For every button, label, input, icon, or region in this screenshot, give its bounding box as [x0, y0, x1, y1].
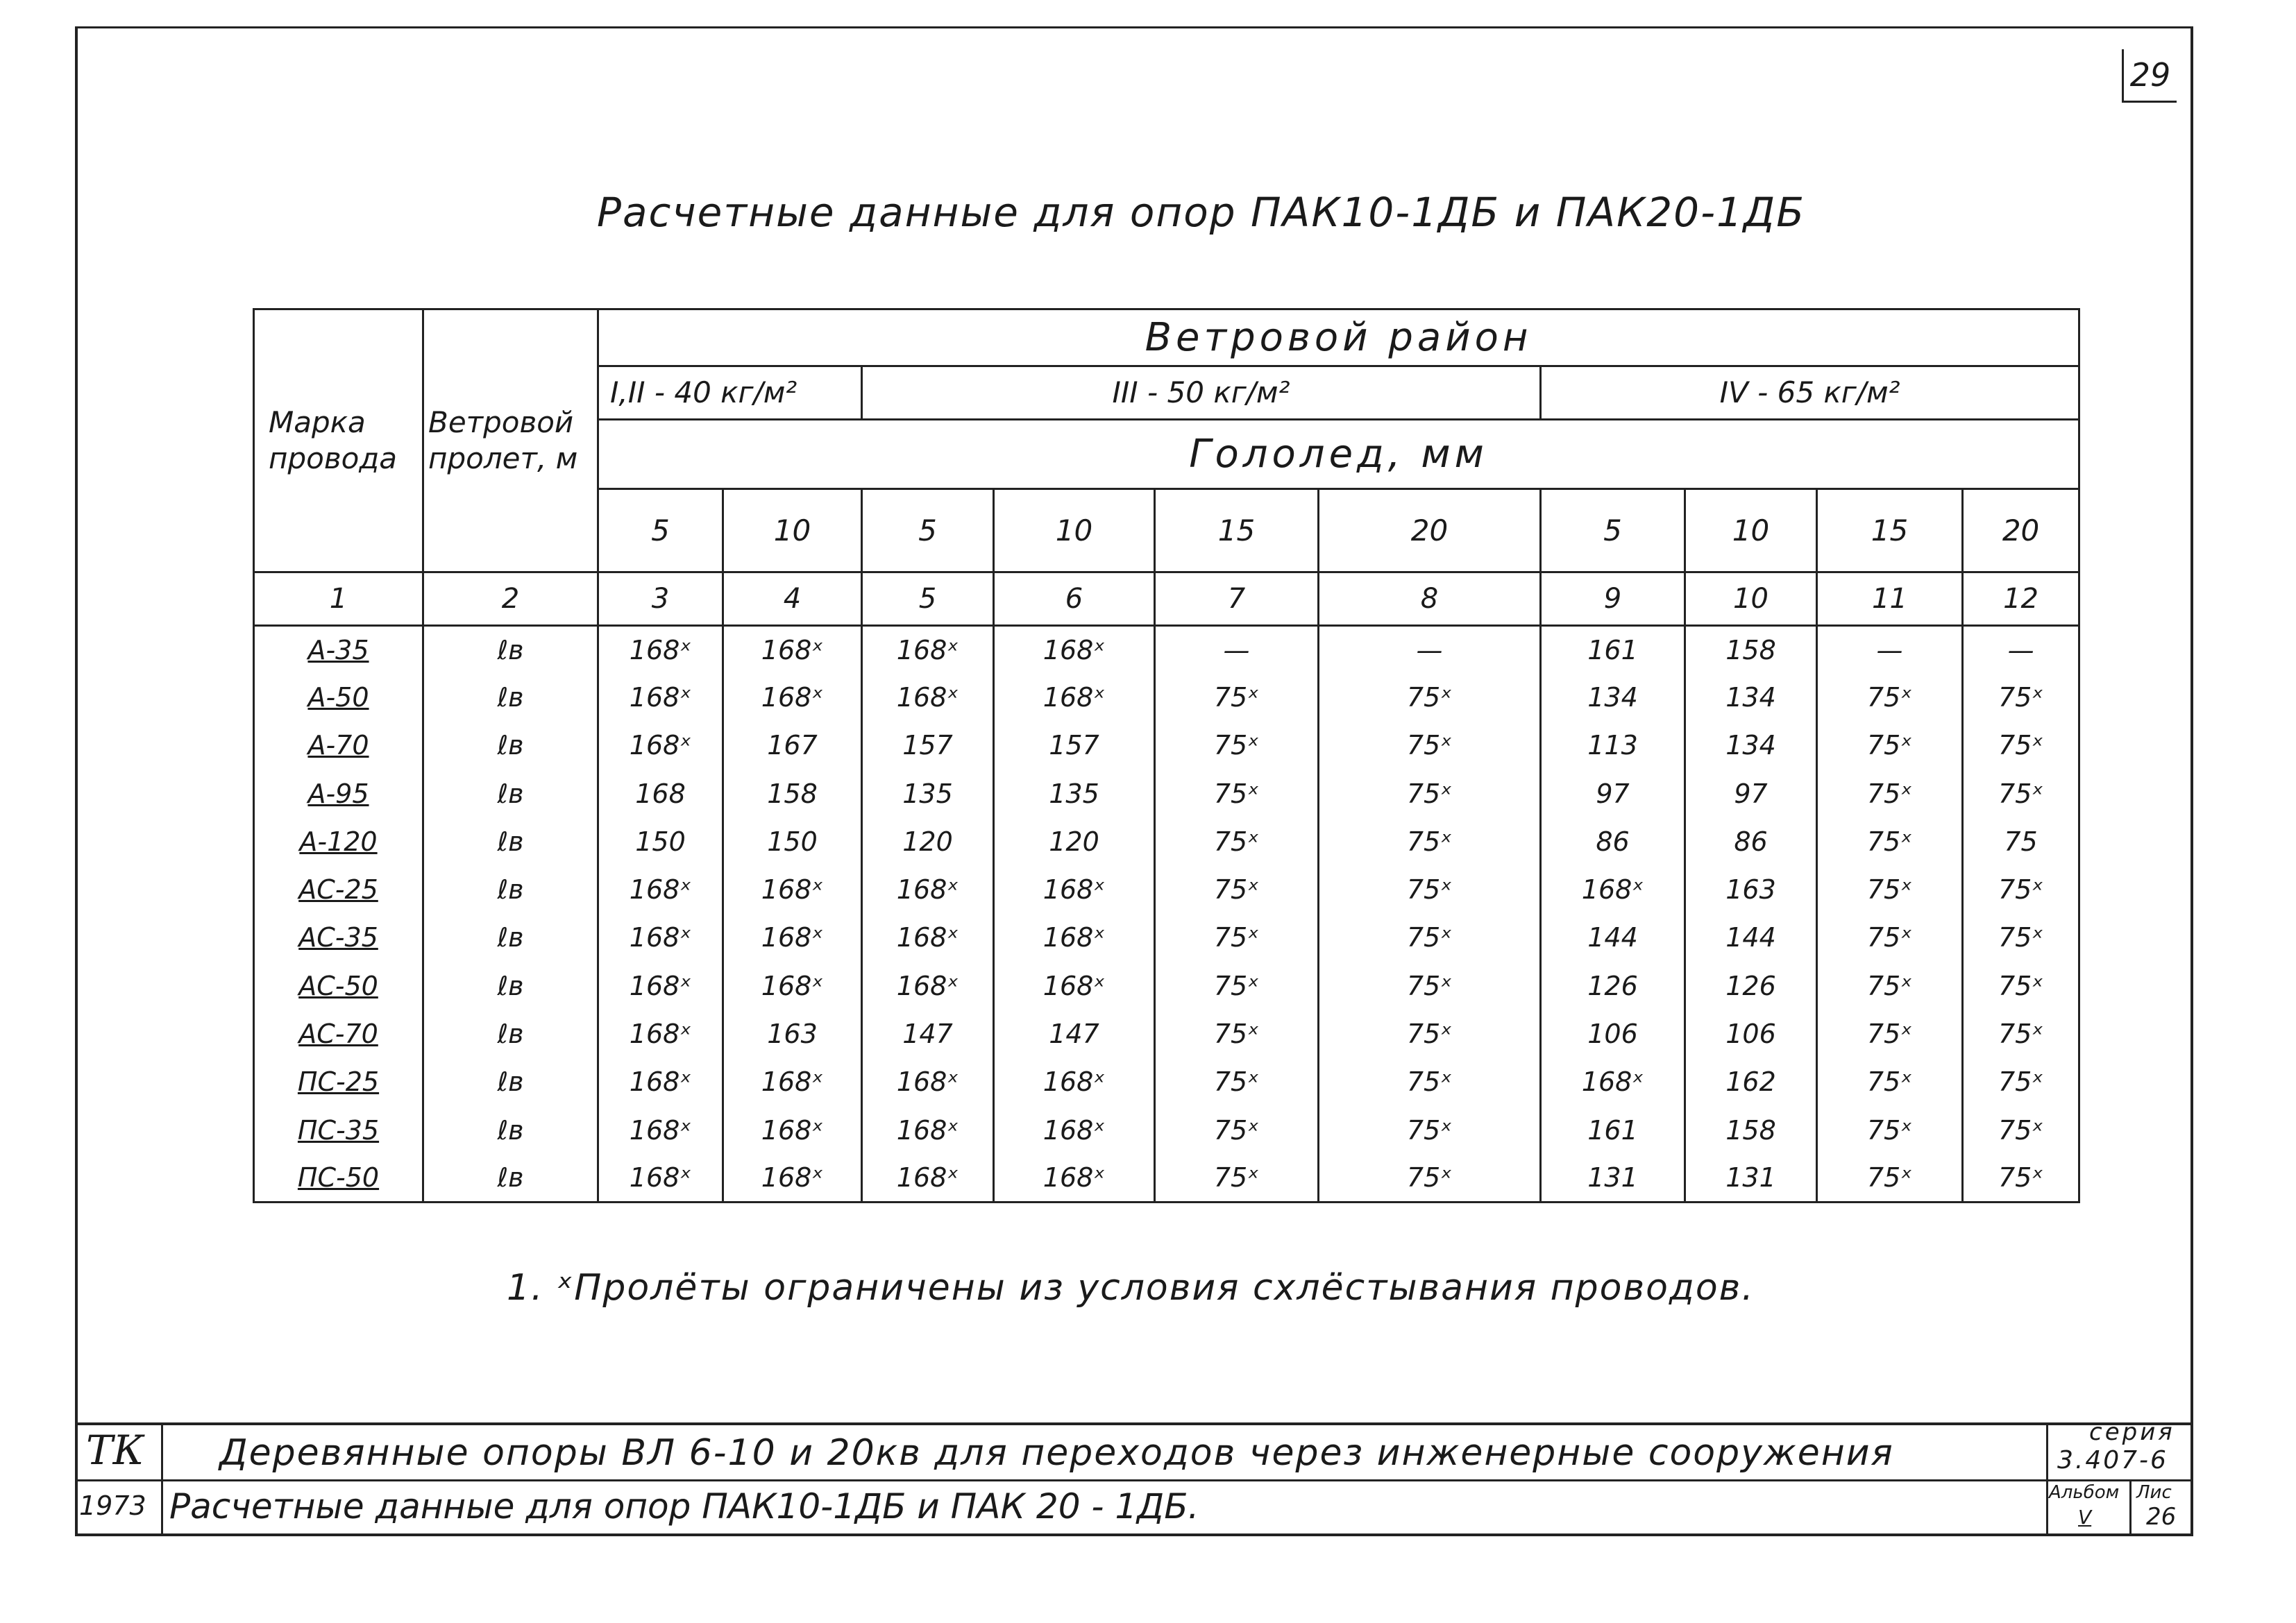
span-value: 158	[723, 770, 862, 817]
wire-mark: АС-25	[254, 866, 423, 914]
span-value: 168ˣ	[723, 962, 862, 1010]
ice-value: 10	[1685, 488, 1817, 572]
span-value: 168ˣ	[994, 1058, 1155, 1106]
span-value: —	[1155, 625, 1319, 673]
ice-value: 20	[1319, 488, 1541, 572]
table-row	[254, 722, 2079, 770]
wind-span: ℓв	[423, 770, 598, 817]
span-value: 75ˣ	[1155, 866, 1319, 914]
span-value: 75ˣ	[1817, 1058, 1963, 1106]
wire-mark: А-120	[254, 817, 423, 865]
span-value: 75ˣ	[1817, 770, 1963, 817]
span-value: 75ˣ	[1963, 674, 2079, 722]
span-value: 75ˣ	[1963, 722, 2079, 770]
span-value: 163	[1685, 866, 1817, 914]
sheet-label: Лис	[2136, 1482, 2172, 1503]
ice-value: 20	[1963, 488, 2079, 572]
span-value: 168ˣ	[598, 962, 723, 1010]
title-block-mid-line	[75, 1479, 2193, 1481]
wind-span: ℓв	[423, 962, 598, 1010]
column-number: 7	[1155, 572, 1319, 625]
span-value: 150	[723, 817, 862, 865]
column-number: 11	[1817, 572, 1963, 625]
span-value: —	[1817, 625, 1963, 673]
span-value: 75ˣ	[1155, 962, 1319, 1010]
span-value: 168ˣ	[862, 914, 994, 962]
span-value: 75ˣ	[1963, 1010, 2079, 1057]
span-value: 162	[1685, 1058, 1817, 1106]
span-value: 168ˣ	[994, 1106, 1155, 1154]
span-value: 168ˣ	[598, 1058, 723, 1106]
header-region-3: IV - 65 кг/м²	[1541, 366, 2079, 419]
span-value: 75ˣ	[1155, 1010, 1319, 1057]
span-value: 168ˣ	[862, 866, 994, 914]
span-value: 168ˣ	[598, 914, 723, 962]
title-block-top-line	[75, 1422, 2193, 1425]
table-row	[254, 770, 2079, 817]
span-value: 86	[1685, 817, 1817, 865]
span-value: 168ˣ	[994, 866, 1155, 914]
wire-mark: А-35	[254, 625, 423, 673]
span-value: 168ˣ	[723, 1058, 862, 1106]
title-block-sheet-divider	[2129, 1479, 2132, 1535]
span-value: 144	[1685, 914, 1817, 962]
span-value: 75ˣ	[1155, 674, 1319, 722]
wind-span: ℓв	[423, 914, 598, 962]
span-value: 134	[1685, 674, 1817, 722]
span-value: 75ˣ	[1319, 914, 1541, 962]
table-row	[254, 817, 2079, 865]
span-value: 75ˣ	[1155, 914, 1319, 962]
span-value: 75ˣ	[1319, 1058, 1541, 1106]
header-region-1: I,II - 40 кг/м²	[598, 366, 862, 419]
span-value: 168ˣ	[598, 625, 723, 673]
wind-span: ℓв	[423, 674, 598, 722]
table-row	[254, 1010, 2079, 1057]
wire-mark: ПС-50	[254, 1154, 423, 1202]
span-value: 75ˣ	[1319, 817, 1541, 865]
span-value: 75ˣ	[1319, 866, 1541, 914]
span-value: 168ˣ	[598, 674, 723, 722]
span-value: 157	[862, 722, 994, 770]
wind-span: ℓв	[423, 1154, 598, 1202]
span-value: 168ˣ	[994, 1154, 1155, 1202]
album-label: Альбом	[2049, 1482, 2120, 1503]
span-value: 168ˣ	[994, 914, 1155, 962]
span-value: 75ˣ	[1155, 1058, 1319, 1106]
wire-mark: АС-50	[254, 962, 423, 1010]
header-ice: Гололед, мм	[598, 419, 2079, 488]
span-value: 75ˣ	[1155, 770, 1319, 817]
header-region-2: III - 50 кг/м²	[862, 366, 1541, 419]
album-value: V	[2078, 1506, 2092, 1529]
span-value: 163	[723, 1010, 862, 1057]
column-number: 1	[254, 572, 423, 625]
title-block-bottom-line	[75, 1533, 2193, 1536]
span-value: 168ˣ	[723, 914, 862, 962]
span-value: 168ˣ	[598, 1010, 723, 1057]
span-value: 75ˣ	[1319, 722, 1541, 770]
ice-value: 10	[723, 488, 862, 572]
wire-mark: А-70	[254, 722, 423, 770]
span-value: 167	[723, 722, 862, 770]
span-value: 120	[994, 817, 1155, 865]
table-row	[254, 1058, 2079, 1106]
series-value: 3.407-6	[2057, 1446, 2168, 1475]
data-table	[253, 308, 2080, 1203]
wire-mark: ПС-25	[254, 1058, 423, 1106]
table-row	[254, 1154, 2079, 1202]
span-value: 168ˣ	[1541, 1058, 1685, 1106]
span-value: 131	[1685, 1154, 1817, 1202]
column-number: 9	[1541, 572, 1685, 625]
span-value: 75ˣ	[1155, 1154, 1319, 1202]
wind-span: ℓв	[423, 1058, 598, 1106]
wire-mark: А-95	[254, 770, 423, 817]
span-value: 75ˣ	[1817, 722, 1963, 770]
span-value: 168ˣ	[862, 625, 994, 673]
sheet-corner-number: 29	[2122, 49, 2177, 103]
wind-span: ℓв	[423, 625, 598, 673]
span-value: —	[1963, 625, 2079, 673]
ice-value: 10	[994, 488, 1155, 572]
span-value: 75ˣ	[1817, 1154, 1963, 1202]
span-value: 168ˣ	[598, 1154, 723, 1202]
span-value: 134	[1685, 722, 1817, 770]
wind-span: ℓв	[423, 817, 598, 865]
span-value: 75ˣ	[1963, 962, 2079, 1010]
span-value: 168ˣ	[723, 866, 862, 914]
span-value: 168ˣ	[994, 674, 1155, 722]
wind-span: ℓв	[423, 1106, 598, 1154]
span-value: 106	[1685, 1010, 1817, 1057]
span-value: 75ˣ	[1817, 962, 1963, 1010]
wire-mark: А-50	[254, 674, 423, 722]
span-value: 144	[1541, 914, 1685, 962]
column-number: 2	[423, 572, 598, 625]
span-value: 168ˣ	[723, 1154, 862, 1202]
table-row	[254, 866, 2079, 914]
span-value: 106	[1541, 1010, 1685, 1057]
span-value: 168	[598, 770, 723, 817]
ice-value: 5	[862, 488, 994, 572]
sheet-number: 26	[2146, 1503, 2177, 1531]
series-label: серия	[2089, 1418, 2175, 1446]
column-number: 10	[1685, 572, 1817, 625]
span-value: 158	[1685, 625, 1817, 673]
span-value: 158	[1685, 1106, 1817, 1154]
span-value: 75ˣ	[1155, 722, 1319, 770]
span-value: 75ˣ	[1963, 866, 2079, 914]
span-value: 161	[1541, 625, 1685, 673]
span-value: 135	[862, 770, 994, 817]
span-value: 97	[1541, 770, 1685, 817]
header-mark: Марка провода	[254, 309, 423, 572]
ice-value: 5	[1541, 488, 1685, 572]
span-value: 168ˣ	[598, 1106, 723, 1154]
span-value: 168ˣ	[862, 1058, 994, 1106]
column-number: 3	[598, 572, 723, 625]
span-value: 75	[1963, 817, 2079, 865]
table-row	[254, 625, 2079, 673]
span-value: 97	[1685, 770, 1817, 817]
span-value: 168ˣ	[862, 674, 994, 722]
span-value: 75ˣ	[1817, 674, 1963, 722]
span-value: 75ˣ	[1319, 962, 1541, 1010]
sheet-name: Расчетные данные для опор ПАК10-1ДБ и ПАК 20 - 1ДБ.	[169, 1486, 1199, 1527]
span-value: 168ˣ	[598, 722, 723, 770]
span-value: 168ˣ	[862, 962, 994, 1010]
span-value: 168ˣ	[994, 625, 1155, 673]
span-value: 120	[862, 817, 994, 865]
org-code: ТК	[86, 1427, 144, 1474]
span-value: 75ˣ	[1155, 1106, 1319, 1154]
span-value: 131	[1541, 1154, 1685, 1202]
table-row	[254, 914, 2079, 962]
table-row	[254, 1106, 2079, 1154]
span-value: 75ˣ	[1963, 1106, 2079, 1154]
title-block-divider	[161, 1422, 163, 1535]
wire-mark: АС-70	[254, 1010, 423, 1057]
span-value: 75ˣ	[1963, 770, 2079, 817]
footnote: 1. ˣПролёты ограничены из условия схлёстывания проводов.	[507, 1267, 1755, 1309]
span-value: 75ˣ	[1319, 1154, 1541, 1202]
span-value: —	[1319, 625, 1541, 673]
column-number: 8	[1319, 572, 1541, 625]
span-value: 168ˣ	[862, 1154, 994, 1202]
page-title: Расчетные данные для опор ПАК10-1ДБ и ПАК20-1ДБ	[597, 189, 1805, 236]
span-value: 168ˣ	[1541, 866, 1685, 914]
span-value: 75ˣ	[1817, 914, 1963, 962]
span-value: 75ˣ	[1319, 1106, 1541, 1154]
span-value: 75ˣ	[1319, 770, 1541, 817]
span-value: 75ˣ	[1817, 866, 1963, 914]
span-value: 168ˣ	[723, 674, 862, 722]
ice-value: 15	[1817, 488, 1963, 572]
wind-span: ℓв	[423, 866, 598, 914]
span-value: 75ˣ	[1963, 1154, 2079, 1202]
span-value: 86	[1541, 817, 1685, 865]
span-value: 168ˣ	[994, 962, 1155, 1010]
table-body	[254, 625, 2079, 1202]
span-value: 168ˣ	[598, 866, 723, 914]
wind-span: ℓв	[423, 1010, 598, 1057]
column-number: 6	[994, 572, 1155, 625]
span-value: 75ˣ	[1817, 1010, 1963, 1057]
span-value: 126	[1685, 962, 1817, 1010]
column-number: 5	[862, 572, 994, 625]
span-value: 168ˣ	[723, 1106, 862, 1154]
span-value: 75ˣ	[1817, 817, 1963, 865]
column-number: 12	[1963, 572, 2079, 625]
span-value: 75ˣ	[1963, 914, 2079, 962]
title-block-right-divider	[2046, 1422, 2048, 1535]
span-value: 150	[598, 817, 723, 865]
header-span: Ветровой пролет, м	[423, 309, 598, 572]
wire-mark: АС-35	[254, 914, 423, 962]
ice-value: 15	[1155, 488, 1319, 572]
span-value: 161	[1541, 1106, 1685, 1154]
span-value: 147	[862, 1010, 994, 1057]
span-value: 126	[1541, 962, 1685, 1010]
span-value: 168ˣ	[862, 1106, 994, 1154]
project-name: Деревянные опоры ВЛ 6-10 и 20кв для переходов через инженерные сооружения	[219, 1432, 1894, 1474]
span-value: 75ˣ	[1319, 674, 1541, 722]
wire-mark: ПС-35	[254, 1106, 423, 1154]
year: 1973	[79, 1490, 146, 1521]
wind-span: ℓв	[423, 722, 598, 770]
table-row	[254, 674, 2079, 722]
span-value: 75ˣ	[1817, 1106, 1963, 1154]
column-number: 4	[723, 572, 862, 625]
header-wind-region: Ветровой район	[598, 309, 2079, 366]
table-row	[254, 962, 2079, 1010]
ice-value: 5	[598, 488, 723, 572]
span-value: 168ˣ	[723, 625, 862, 673]
span-value: 75ˣ	[1963, 1058, 2079, 1106]
span-value: 75ˣ	[1155, 817, 1319, 865]
span-value: 147	[994, 1010, 1155, 1057]
span-value: 113	[1541, 722, 1685, 770]
span-value: 135	[994, 770, 1155, 817]
span-value: 134	[1541, 674, 1685, 722]
span-value: 75ˣ	[1319, 1010, 1541, 1057]
span-value: 157	[994, 722, 1155, 770]
